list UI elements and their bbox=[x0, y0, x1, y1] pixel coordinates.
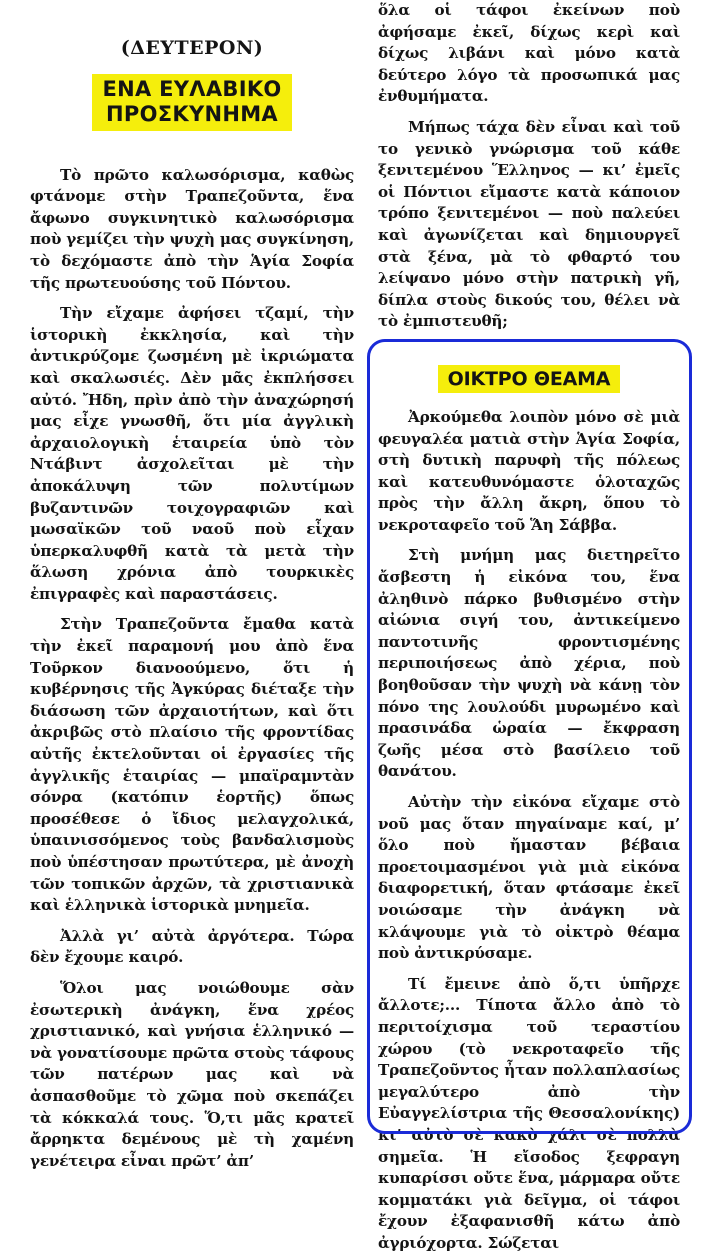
subheading: ΟΙΚΤΡΟ ΘΕΑΜΑ bbox=[438, 365, 621, 393]
headline-line-1: ΕΝΑ ΕΥΛΑΒΙΚΟ bbox=[102, 76, 282, 101]
headline-line-2: ΠΡΟΣΚΥΝΗΜΑ bbox=[106, 101, 278, 126]
paragraph: Αὐτὴν τὴν εἰκόνα εἴχαμε στὸ νοῦ μας ὅταν πηγαίναμε καί, μ’ ὅλο ποὺ ἤμασταν βέβαια προετοιμασμένοι γιὰ μιὰ εἰκόνα διαφορετική, ὅταν φτάσαμε ἐκεῖ νοιώσαμε τὴν ἀνάγκη νὰ κλάψουμε γιὰ τὸ οἰκτρὸ θέαμα ποὺ ἀντικρύσαμε. bbox=[378, 793, 680, 963]
paragraph: Τὸ πρῶτο καλωσόρισμα, καθὼς φτάνομε στὴν Τραπεζοῦντα, ἕνα ἄφωνο συγκινητικὸ καλωσόρισμα ποὺ γεμίζει τὴν ψυχὴ μας συγκίνηση, τὸ δεχόμαστε ἀπὸ τὴν Ἁγία Σοφία τῆς πρωτευούσης τοῦ Πόντου. bbox=[30, 165, 354, 292]
paragraph: Τί ἔμεινε ἀπὸ ὅ,τι ὑπῆρχε ἄλλοτε;... Τίποτα ἄλλο ἀπὸ τὸ περιτοίχισμα τοῦ τεραστίου χώρου (τὸ νεκροταφεῖο τῆς Τραπεζοῦντος ἦταν πολλαπλασίως μεγαλύτερο ἀπὸ τὴν Εὐαγγελίστρια τῆς Θεσσαλονίκης) κι’ αὐτὸ σὲ κακὸ χάλι σὲ πολλὰ σημεῖα. Ἡ εἴσοδος ξεφραγη κυπαρίσσι οὔτε ἕνα, μάρμαρα οὔτε κομματάκι γιὰ δεῖγμα, οἱ τάφοι ἔχουν ἐξαφανισθῆ κάτω ἀπὸ ἀγριόχορτα. Σώζεται bbox=[378, 974, 680, 1252]
headline-wrapper bbox=[30, 74, 354, 131]
paragraph: ὅλα οἱ τάφοι ἐκείνων ποὺ ἀφήσαμε ἐκεῖ, δίχως κερὶ καὶ δίχως λιβάνι καὶ μόνο κατὰ δεύτερο λόγο τὰ προσωπικά μας ἐνθυμήματα. bbox=[378, 1, 680, 106]
paragraph: Ὅλοι μας νοιώθουμε σὰν ἐσωτερικὴ ἀνάγκη, ἕνα χρέος χριστιανικό, καὶ γνήσια ἑλληνικό — νὰ γονατίσουμε πρῶτα στοὺς τάφους τῶν πατέρων μας καὶ νὰ ἀσπασθοῦμε τὸ χῶμα ποὺ σκεπάζει τὰ κόκκαλά τους. Ὅ,τι μᾶς κρατεῖ ἄρρηκτα δεμένους μὲ τὴ χαμένη γενέτειρα εἶναι πρῶτ’ ἀπ’ bbox=[30, 978, 354, 1170]
highlight-frame bbox=[367, 339, 692, 1134]
section-label: (ΔΕΥΤΕΡΟΝ) bbox=[120, 37, 264, 59]
headline bbox=[92, 74, 291, 131]
left-column bbox=[30, 0, 354, 1172]
paragraph: Στὴν Τραπεζοῦντα ἔμαθα κατὰ τὴν ἐκεῖ παραμονή μου ἀπὸ ἕνα Τοῦρκον διανοούμενο, ὅτι ἡ κυβέρνησις τῆς Ἀγκύρας διέταξε τὴν διάσωση τῶν ἀρχαιοτήτων, καὶ ὅτι ἀκριβῶς στὸ πλαίσιο τῆς φροντίδας αὐτῆς ἐκτελοῦνται οἱ ἐργασίες τῆς ἀγγλικῆς ἑταιρίας — μπαϊραμντὰν σόνρα (κατόπιν ἑορτῆς) ὅπως προσέθεσε ὁ ἴδιος μελαγχολικά, ὑπαινισσόμενος τοὺς βανδαλισμοὺς ποὺ ὑπέστησαν πρωτύτερα, μὲ ἀνοχὴ τῶν τοπικῶν ἀρχῶν, τὰ χριστιανικὰ καὶ ἑλληνικὰ ἱστορικὰ μνημεῖα. bbox=[30, 615, 354, 915]
paragraph: Ἀλλὰ γι’ αὐτὰ ἀργότερα. Τώρα δὲν ἔχουμε καιρό. bbox=[30, 926, 354, 967]
paragraph: Στὴ μνήμη μας διετηρεῖτο ἄσβεστη ἡ εἰκόνα του, ἕνα ἀληθινὸ πάρκο βυθισμένο στὴν αἰώνια σιγή του, ἀντικείμενο παντοτινῆς φροντισμένης περιποιήσεως ἀπὸ χέρια, ποὺ βοηθοῦσαν τὴν ψυχὴ νὰ κάνῃ τὸν πόνο της λουλούδι μυρωμένο καὶ πρασινάδα ὡραία — ἔκφραση ζωῆς μέσα στὸ βασίλειο τοῦ θανάτου. bbox=[378, 546, 680, 781]
paragraph: Τὴν εἴχαμε ἀφήσει τζαμί, τὴν ἱστορικὴ ἐκκλησία, καὶ τὴν ἀντικρύζομε ζωσμένη μὲ ἰκριώματα καὶ σκαλωσιές. Δὲν μᾶς ἐκπλήσσει αὐτό. Ἤδη, πρὶν ἀπὸ τὴν ἀναχώρησή μας εἶχε γνωσθῆ, ὅτι μία ἀγγλικὴ ἀρχαιολογικὴ ἑταιρεία ὑπὸ τὸν Ντάβιντ ἀσχολεῖται μὲ τὴν ἀποκάλυψη τῶν πολυτίμων βυζαντινῶν τοιχογραφιῶν καὶ μωσαϊκῶν τοῦ ναοῦ ποὺ εἶχαν ὑπερκαλυφθῆ κατὰ τὰ μετὰ τὴν ἅλωση χρόνια ἀπὸ τουρκικὲς ἐπιγραφὲς καὶ παραστάσεις. bbox=[30, 304, 354, 603]
paragraph: Ἀρκούμεθα λοιπὸν μόνο σὲ μιὰ φευγαλέα ματιὰ στὴν Ἁγία Σοφία, στὴ δυτικὴ παρυφὴ τῆς πόλεως καὶ κατευθυνόμαστε ὁλοταχῶς πρὸς τὴν ἄλλη ἄκρη, ὅπου τὸ νεκροταφεῖο τοῦ Ἅη Σάββα. bbox=[378, 407, 680, 534]
paragraph: Μήπως τάχα δὲν εἶναι καὶ τοῦ το γενικὸ γνώρισμα τοῦ κάθε ξενιτεμένου Ἕλληνος — κι’ ἐμεῖς οἱ Πόντιοι εἴμαστε κατὰ κάποιον τρόπο ξενιτεμένοι — ποὺ παλεύει καὶ ἀγωνίζεται καὶ δημιουργεῖ στὰ ξένα, μὰ τὸ φθαρτό του λείψανο μόνο στὴν πατρικὴ γῆ, δίπλα στοὺς δικούς του, θέλει νὰ τὸ ἐμπιστευθῆ; bbox=[378, 117, 680, 331]
